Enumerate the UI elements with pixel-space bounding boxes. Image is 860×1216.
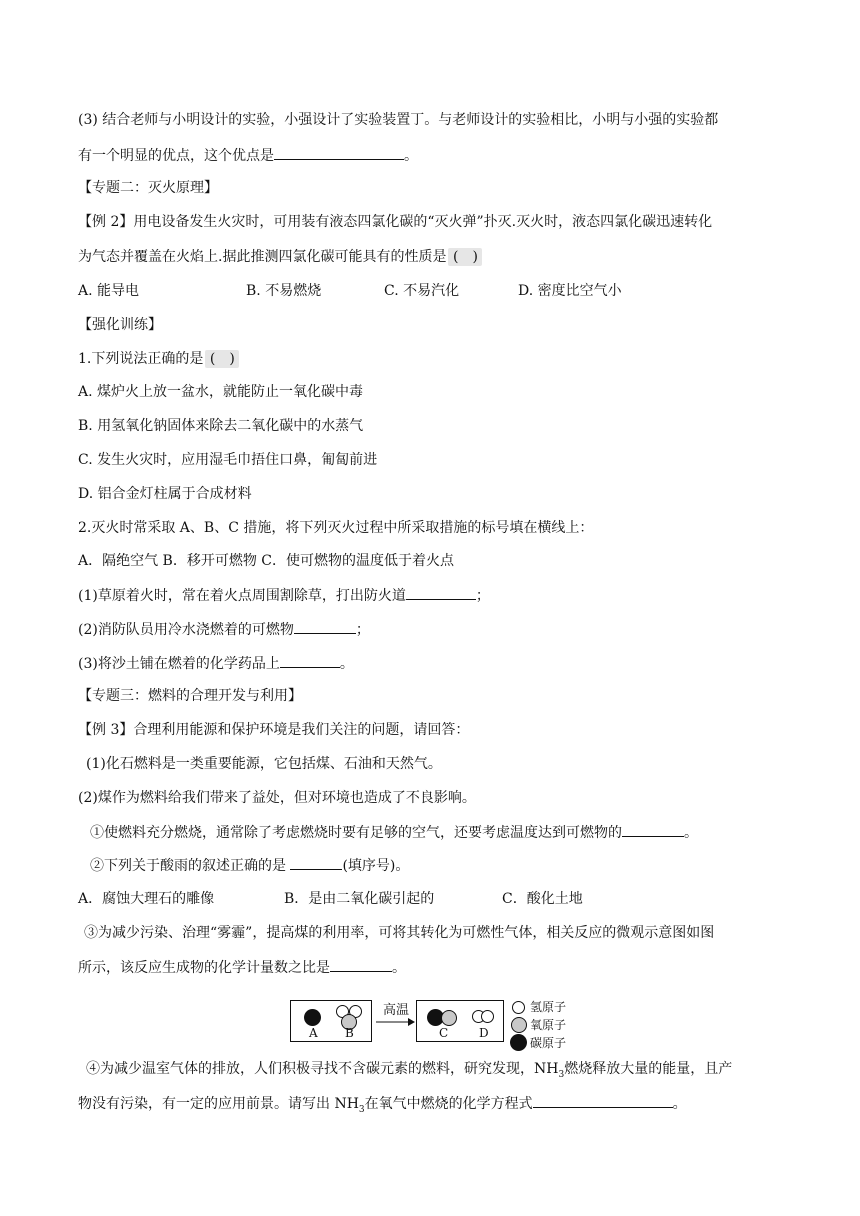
question-1-option-a[interactable]: A. 煤炉火上放一盆水，就能防止一氧化碳中毒 (78, 384, 364, 400)
example-2-line-1: 【例 2】用电设备发生火灾时，可用装有液态四氯化碳的“灭火弹”扑灭.灭火时，液态四氯化碳迅速转化 (78, 214, 713, 230)
question-1 (78, 349, 241, 369)
text: (2)消防队员用冷水浇燃着的可燃物 (78, 622, 294, 638)
example-3-item-4-line-2 (78, 1093, 687, 1120)
text: 燃烧释放大量的能量，且产 (564, 1061, 733, 1077)
text: 。 (672, 1096, 687, 1112)
text: (1)草原着火时，常在着火点周围割除草，打出防火道 (78, 588, 406, 604)
question-2-part-3 (78, 653, 354, 674)
text: 。 (684, 825, 698, 841)
arrow-icon (376, 1017, 416, 1027)
question-2: 2.灭火时常采取 A、B、C 措施，将下列灭火过程中所采取措施的标号填在横线上： (78, 520, 594, 536)
text: 所示，该反应生成物的化学计量数之比是 (78, 960, 330, 976)
option-b[interactable]: B．是由二氧化碳引起的 (284, 891, 435, 907)
subscript: 3 (558, 1069, 565, 1080)
products-box (416, 1000, 504, 1042)
reaction-condition: 高温 (383, 1003, 410, 1018)
answer-blank[interactable] (290, 855, 342, 870)
text: 物没有污染，有一定的应用前景。请写出 NH (78, 1096, 359, 1112)
carbon-atom (304, 1009, 321, 1026)
text: (填序号)。 (342, 858, 410, 874)
example-3-part-1: (1)化石燃料是一类重要能源，它包括煤、石油和天然气。 (86, 756, 442, 772)
text: ④为减少温室气体的排放，人们积极寻找不含碳元素的燃料，研究发现，NH (86, 1061, 559, 1077)
answer-blank[interactable] (280, 653, 340, 668)
option-a[interactable]: A．腐蚀大理石的雕像 (78, 891, 215, 907)
label-d: D (479, 1026, 489, 1040)
option-d[interactable]: D. 密度比空气小 (518, 283, 622, 299)
option-c[interactable]: C. 不易汽化 (384, 283, 460, 299)
question-2-options: A．隔绝空气 B．移开可燃物 C．使可燃物的温度低于着火点 (78, 553, 455, 569)
label-c: C (439, 1026, 449, 1040)
option-a[interactable]: A. 能导电 (78, 283, 140, 299)
oxygen-atom (511, 1017, 527, 1033)
answer-blank[interactable] (533, 1093, 673, 1108)
text: 。 (392, 960, 406, 976)
label-b: B (345, 1026, 354, 1040)
carbon-atom (510, 1034, 527, 1051)
subscript: 3 (358, 1104, 365, 1115)
line-p3b (78, 145, 418, 166)
question-1-option-b[interactable]: B. 用氢氧化钠固体来除去二氧化碳中的水蒸气 (78, 418, 364, 434)
example-2-line-2 (78, 247, 484, 267)
text: 。 (339, 656, 354, 672)
answer-blank[interactable] (406, 585, 476, 600)
answer-blank[interactable] (274, 145, 404, 160)
text: 1.下列说法正确的是 (78, 351, 204, 367)
answer-blank[interactable] (622, 822, 684, 837)
example-3-item-3-line-2 (78, 957, 406, 978)
text: (3)将沙土铺在燃着的化学药品上 (78, 656, 280, 672)
answer-blank[interactable] (330, 957, 392, 972)
example-3-item-4-line-1 (86, 1059, 732, 1085)
example-2-options (78, 281, 622, 301)
text: ； (475, 588, 490, 604)
text: ②下列关于酸雨的叙述正确的是 (90, 858, 291, 874)
text: 。 (404, 148, 418, 164)
example-3-part-2: (2)煤作为燃料给我们带来了益处，但对环境也造成了不良影响。 (78, 790, 476, 806)
text: ①使燃料充分燃烧，通常除了考虑燃烧时要有足够的空气，还要考虑温度达到可燃物的 (90, 825, 622, 841)
line-p3a: (3) 结合老师与小明设计的实验，小强设计了实验装置丁。与老师设计的实验相比，小明与小强的实验都 (78, 112, 719, 128)
question-1-option-c[interactable]: C. 发生火灾时，应用湿毛巾捂住口鼻，匍匐前进 (78, 452, 378, 468)
option-b[interactable]: B. 不易燃烧 (246, 283, 322, 299)
label-a: A (309, 1026, 318, 1040)
text: 有一个明显的优点，这个优点是 (78, 148, 274, 164)
option-c[interactable]: C．酸化土地 (502, 891, 583, 907)
example-3-item-2-options (78, 889, 583, 909)
legend-oxygen: 氧原子 (530, 1018, 567, 1032)
text: ； (355, 622, 370, 638)
hydrogen-atom (481, 1010, 494, 1023)
example-3: 【例 3】合理利用能源和保护环境是我们关注的问题，请回答： (78, 722, 470, 738)
hydrogen-atom (512, 1001, 525, 1014)
training-heading: 【强化训练】 (78, 317, 162, 333)
example-3-item-1 (90, 822, 698, 843)
answer-parentheses[interactable]: ( ) (205, 350, 239, 368)
example-3-item-3-line-1: ③为减少污染、治理“雾霾”，提高煤的利用率，可将其转化为可燃性气体，相关反应的微观示意图如图 (84, 925, 715, 941)
reactants-box (290, 1000, 372, 1042)
topic-2-heading: 【专题二：灭火原理】 (78, 180, 218, 196)
topic-3-heading: 【专题三：燃料的合理开发与利用】 (78, 688, 302, 704)
oxygen-atom (441, 1010, 457, 1026)
text: 在氧气中燃烧的化学方程式 (364, 1096, 533, 1112)
legend-hydrogen: 氢原子 (530, 1000, 567, 1014)
question-2-part-2 (78, 619, 370, 640)
text: 为气态并覆盖在火焰上.据此推测四氯化碳可能具有的性质是 (78, 249, 447, 265)
question-2-part-1 (78, 585, 490, 606)
example-3-item-2 (90, 855, 409, 876)
question-1-option-d[interactable]: D. 铝合金灯柱属于合成材料 (78, 486, 252, 502)
answer-blank[interactable] (294, 619, 356, 634)
answer-parentheses[interactable]: ( ) (448, 248, 482, 266)
legend-carbon: 碳原子 (530, 1036, 567, 1050)
